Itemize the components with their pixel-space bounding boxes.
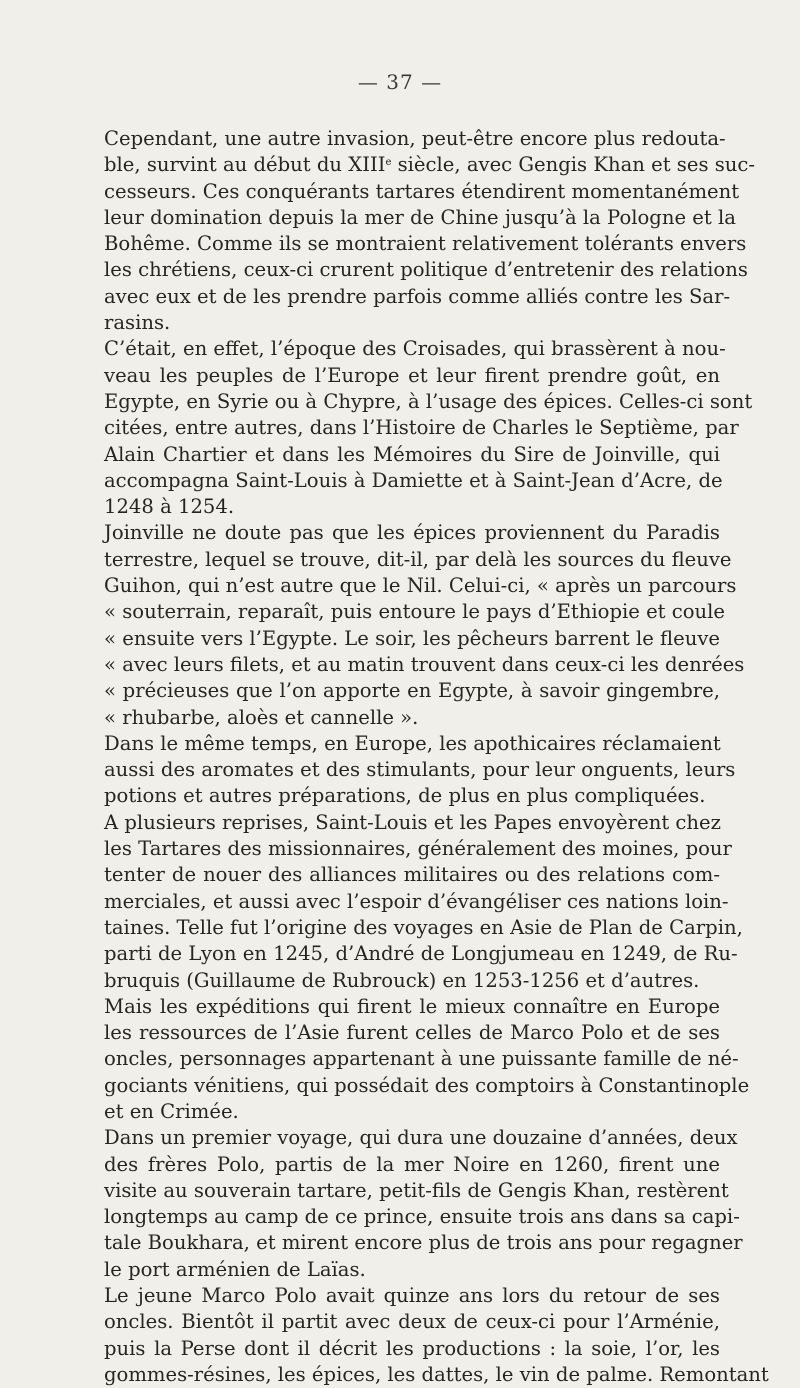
text-line: « souterrain, reparaît, puis entoure le pays d’Ethiopie et coule xyxy=(104,600,726,624)
paragraph xyxy=(80,731,736,810)
paragraph xyxy=(80,1125,743,1283)
text-line: rasins. xyxy=(104,311,171,335)
paragraph xyxy=(80,520,745,730)
text-line: accompagna Saint-Louis à Damiette et à Saint-Jean d’Acre, de xyxy=(104,468,723,492)
text-line: tale Boukhara, et mirent encore plus de trois ans pour regagner xyxy=(104,1231,743,1255)
body-text xyxy=(80,126,769,1388)
text-line: gommes-résines, les épices, les dattes, le vin de palme. Remontant xyxy=(104,1362,769,1386)
text-line: citées, entre autres, dans l’Histoire de Charles le Septième, par xyxy=(104,416,739,440)
text-line: C’était, en effet, l’époque des Croisades, qui brassèrent à nou- xyxy=(104,337,726,361)
text-line: Cependant, une autre invasion, peut-être encore plus redouta- xyxy=(104,127,726,150)
text-line: longtemps au camp de ce prince, ensuite trois ans dans sa capi- xyxy=(104,1205,740,1229)
text-line: Bohême. Comme ils se montraient relativement tolérants envers xyxy=(104,232,747,256)
text-line: gociants vénitiens, qui possédait des comptoirs à Constantinople xyxy=(104,1073,750,1097)
text-line: visite au souverain tartare, petit-fils de Gengis Khan, restèrent xyxy=(104,1178,729,1202)
text-line: puis la Perse dont il décrit les productions : la soie, l’or, les xyxy=(104,1336,720,1360)
text-line: taines. Telle fut l’origine des voyages en Asie de Plan de Carpin, xyxy=(104,915,743,939)
text-line: les chrétiens, ceux-ci crurent politique d’entretenir des relations xyxy=(104,258,748,282)
paragraph xyxy=(80,126,756,336)
text-line: veau les peuples de l’Europe et leur firent prendre goût, en xyxy=(104,363,720,387)
text-line: Dans le même temps, en Europe, les apothicaires réclamaient xyxy=(104,731,721,755)
text-line: Egypte, en Syrie ou à Chypre, à l’usage des épices. Celles-ci sont xyxy=(104,389,753,413)
text-line: potions et autres préparations, de plus en plus compliquées. xyxy=(104,784,706,808)
text-line: Mais les expéditions qui firent le mieux connaître en Europe xyxy=(104,994,720,1018)
century-superscript: e xyxy=(385,157,392,169)
text-line: oncles. Bientôt il partit avec deux de ceux-ci pour l’Arménie, xyxy=(104,1310,720,1334)
text-line: des frères Polo, partis de la mer Noire en 1260, firent une xyxy=(104,1152,720,1176)
text-line: Guihon, qui n’est autre que le Nil. Celui-ci, « après un parcours xyxy=(104,574,737,598)
text-line: parti de Lyon en 1245, d’André de Longjumeau en 1249, de Ru- xyxy=(104,942,738,966)
text-line: A plusieurs reprises, Saint-Louis et les Papes envoyèrent chez xyxy=(104,810,721,834)
text-line: tenter de nouer des alliances militaires ou des relations com- xyxy=(104,863,720,887)
text-line: terrestre, lequel se trouve, dit-il, par delà les sources du fleuve xyxy=(104,547,732,571)
text-line: aussi des aromates et des stimulants, pour leur onguents, leurs xyxy=(104,758,736,782)
paragraph xyxy=(80,994,750,1125)
text-line: merciales, et aussi avec l’espoir d’évangéliser ces nations loin- xyxy=(104,889,729,913)
text-line: Le jeune Marco Polo avait quinze ans lors du retour de ses xyxy=(104,1284,720,1308)
text-line: Joinville ne doute pas que les épices proviennent du Paradis xyxy=(104,521,720,545)
paragraph xyxy=(80,336,753,520)
line-tail: siècle, avec Gengis Khan et ses suc- xyxy=(391,153,756,177)
text-line: leur domination depuis la mer de Chine jusqu’à la Pologne et la xyxy=(104,205,736,229)
text-line: avec eux et de les prendre parfois comme alliés contre les Sar- xyxy=(104,284,731,308)
paragraph xyxy=(80,1283,769,1388)
text-line: le port arménien de Laïas. xyxy=(104,1257,366,1281)
text-line: les ressources de l’Asie furent celles de Marco Polo et de ses xyxy=(104,1021,720,1045)
text-line: bruquis (Guillaume de Rubrouck) en 1253-1256 et d’autres. xyxy=(104,968,700,992)
text-line: Dans un premier voyage, qui dura une douzaine d’années, deux xyxy=(104,1126,738,1150)
text-line: 1248 à 1254. xyxy=(104,495,235,519)
text-line: oncles, personnages appartenant à une puissante famille de né- xyxy=(104,1047,739,1071)
text-line: et en Crimée. xyxy=(104,1099,239,1123)
paragraph xyxy=(80,810,743,994)
text-line: « rhubarbe, aloès et cannelle ». xyxy=(104,705,419,729)
text-line: « précieuses que l’on apporte en Egypte, à savoir gingembre, xyxy=(104,679,720,703)
text-line: les Tartares des missionnaires, généralement des moines, pour xyxy=(104,837,732,861)
text-line: Alain Chartier et dans les Mémoires du Sire de Joinville, qui xyxy=(104,442,720,466)
text-line: ble, survint au début du XIIIe siècle, avec Gengis Khan et ses suc- xyxy=(104,153,756,177)
text-line: cesseurs. Ces conquérants tartares étendirent momentanément xyxy=(104,179,740,203)
text-line: « avec leurs filets, et au matin trouvent dans ceux-ci les denrées xyxy=(104,652,745,676)
text-line: « ensuite vers l’Egypte. Le soir, les pêcheurs barrent le fleuve xyxy=(104,626,720,650)
page-number: — 37 — xyxy=(357,70,443,94)
